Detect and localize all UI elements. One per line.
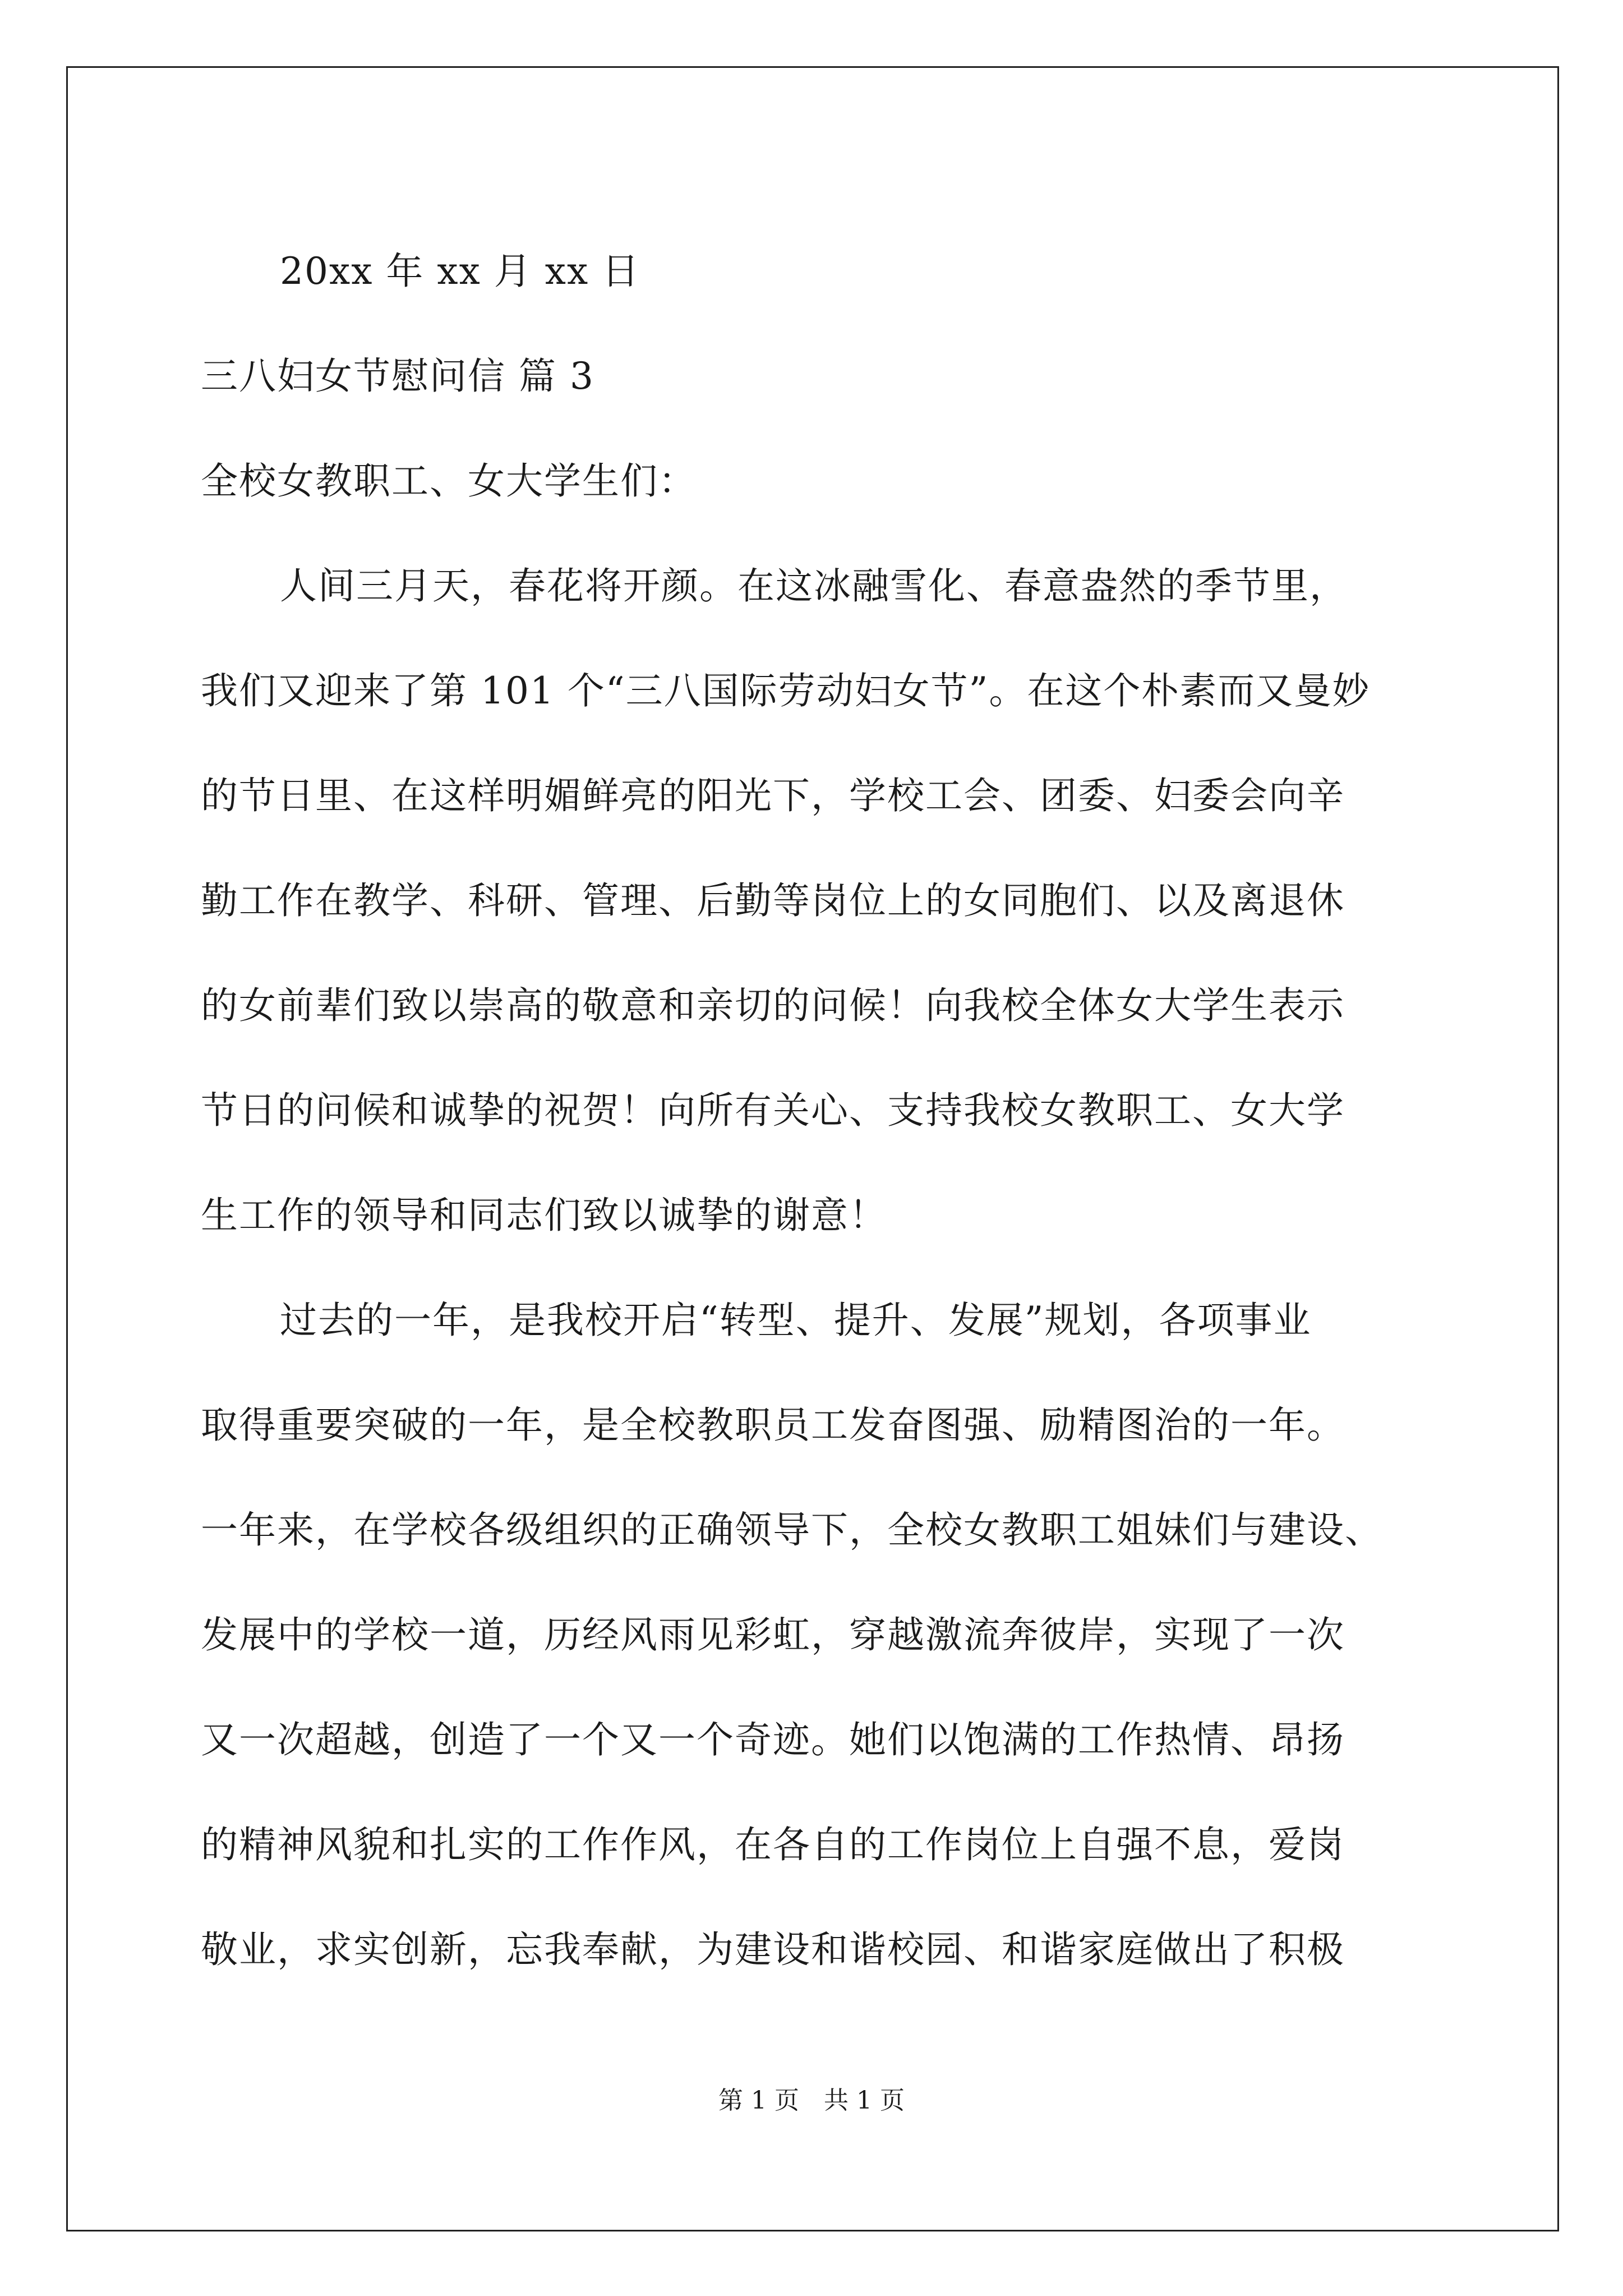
document-body bbox=[201, 219, 1463, 2002]
page-footer bbox=[0, 2084, 1623, 2118]
text-line: 取得重要突破的一年，是全校教职员工发奋图强、励精图治的一年。 bbox=[201, 1404, 1345, 1447]
text-line: 节日的问候和诚挚的祝贺！向所有关心、支持我校女教职工、女大学 bbox=[201, 1089, 1345, 1132]
text-line: 生工作的领导和同志们致以诚挚的谢意！ bbox=[201, 1194, 887, 1237]
section-title: 三八妇女节慰问信 篇 3 bbox=[201, 355, 594, 398]
text-line: 过去的一年，是我校开启“转型、提升、发展”规划，各项事业 bbox=[280, 1299, 1312, 1342]
text-line: 的节日里、在这样明媚鲜亮的阳光下，学校工会、团委、妇委会向辛 bbox=[201, 774, 1345, 817]
text-line: 的女前辈们致以崇高的敬意和亲切的问候！向我校全体女大学生表示 bbox=[201, 984, 1345, 1027]
text-line: 一年来，在学校各级组织的正确领导下，全校女教职工姐妹们与建设、 bbox=[201, 1508, 1383, 1552]
text-line: 敬业，求实创新，忘我奉献，为建设和谐校园、和谐家庭做出了积极 bbox=[201, 1928, 1345, 1971]
salutation: 全校女教职工、女大学生们： bbox=[201, 459, 697, 503]
page-number: 第 1 页 bbox=[718, 2086, 799, 2115]
text-line: 我们又迎来了第 101 个“三八国际劳动妇女节”。在这个朴素而又曼妙 bbox=[201, 669, 1371, 712]
text-line: 勤工作在教学、科研、管理、后勤等岗位上的女同胞们、以及离退休 bbox=[201, 879, 1345, 922]
date-line: 20xx 年 xx 月 xx 日 bbox=[280, 250, 640, 293]
paragraph-1 bbox=[201, 533, 1463, 1268]
page-total: 共 1 页 bbox=[824, 2086, 905, 2115]
text-line: 发展中的学校一道，历经风雨见彩虹，穿越激流奔彼岸，实现了一次 bbox=[201, 1613, 1345, 1657]
text-line: 的精神风貌和扎实的工作作风，在各自的工作岗位上自强不息，爱岗 bbox=[201, 1823, 1345, 1866]
paragraph-2 bbox=[201, 1268, 1463, 2002]
text-line: 人间三月天，春花将开颜。在这冰融雪化、春意盎然的季节里， bbox=[280, 564, 1348, 608]
text-line: 又一次超越，创造了一个又一个奇迹。她们以饱满的工作热情、昂扬 bbox=[201, 1718, 1345, 1761]
